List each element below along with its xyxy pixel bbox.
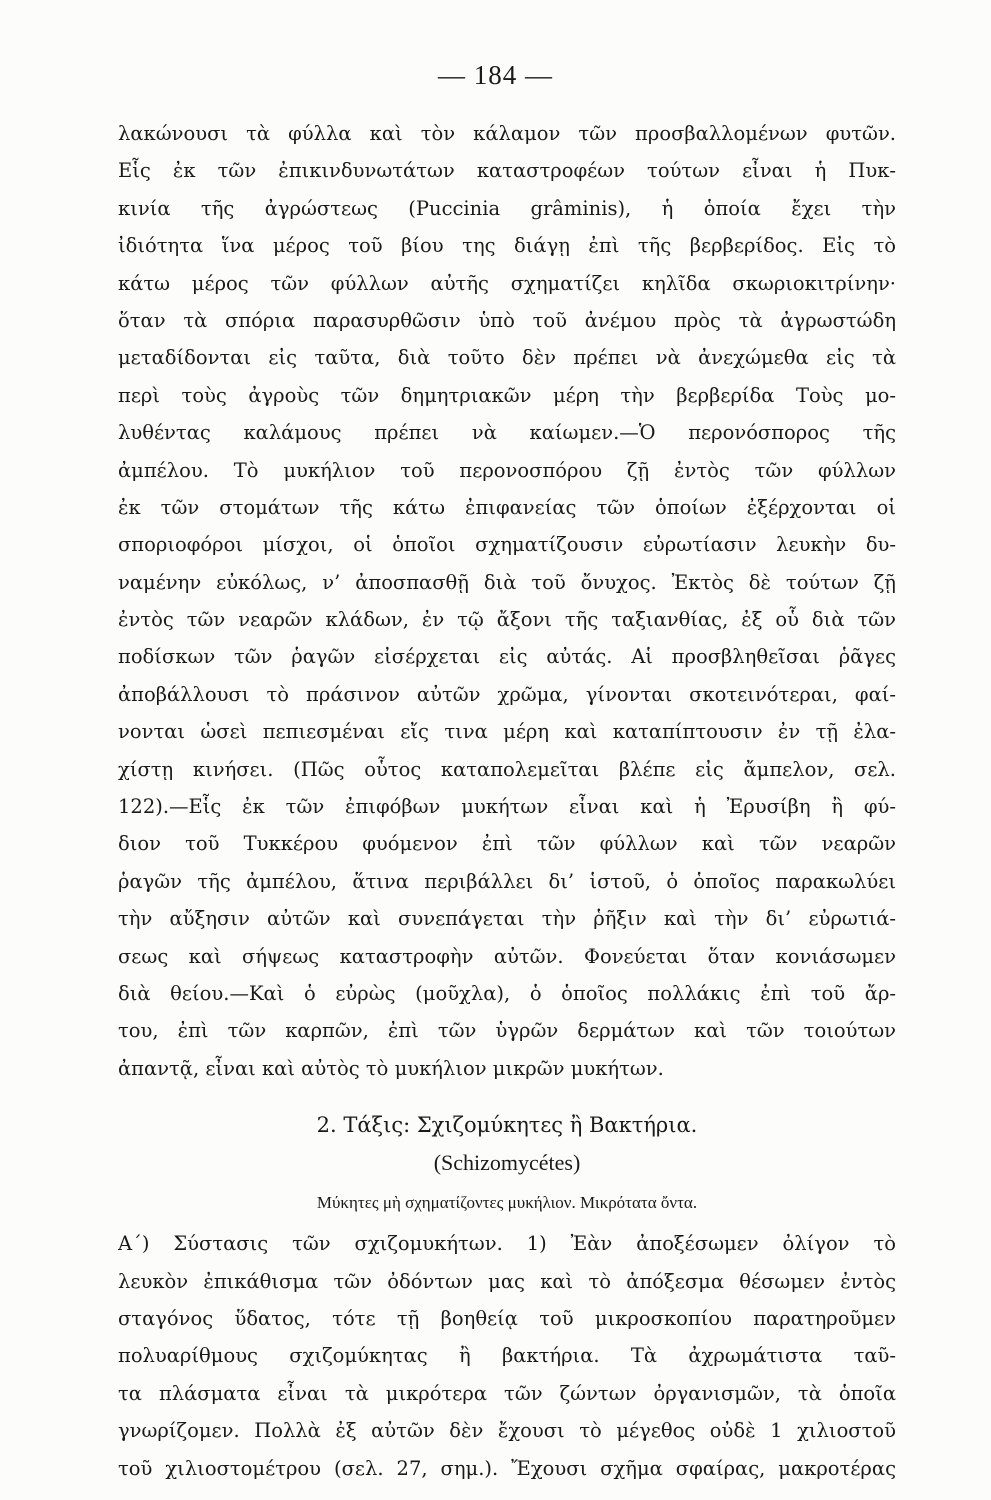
text-line: σεως καὶ σήψεως καταστροφὴν αὐτῶν. Φονεύεται ὅταν κονιάσωμεν [118,944,896,968]
text-line: ἀπαντᾷ, εἶναι καὶ αὐτὸς τὸ μυκήλιον μικρῶν μυκήτων. [118,1056,664,1080]
text-line: περὶ τοὺς ἀγροὺς τῶν δημητριακῶν μέρη τὴν βερβερίδα Τοὺς μο- [118,383,896,407]
section-note: Μύκητες μὴ σχηματίζοντες μυκήλιον. Μικρότατα ὄντα. [316,1193,698,1213]
text-line: γνωρίζομεν. Πολλὰ ἐξ αὐτῶν δὲν ἔχουσι τὸ μέγεθος οὐδὲ 1 χιλιοστοῦ [118,1419,896,1443]
text-line: του, ἐπὶ τῶν καρπῶν, ἐπὶ τῶν ὑγρῶν δερμάτων καὶ τῶν τοιούτων [118,1019,896,1043]
text-line: κάτω μέρος τῶν φύλλων αὐτῆς σχηματίζει κηλῖδα σκωριοκιτρίνην· [118,271,896,295]
body-text [118,115,896,1487]
text-line: σταγόνος ὕδατος, τότε τῇ βοηθείᾳ τοῦ μικροσκοπίου παρατηροῦμεν [118,1306,896,1330]
text-line: ἀποβάλλουσι τὸ πράσινον αὐτῶν χρῶμα, γίνονται σκοτεινότεραι, φαί- [118,682,896,706]
text-line: Α΄) Σύστασις τῶν σχιζομυκήτων. 1) Ἐὰν ἀποξέσωμεν ὀλίγον τὸ [118,1232,896,1256]
text-line: λακώνουσι τὰ φύλλα καὶ τὸν κάλαμον τῶν προσβαλλομένων φυτῶν. [118,122,896,145]
text-line: τοῦ χιλιοστομέτρου (σελ. 27, σημ.). Ἔχουσι σχῆμα σφαίρας, μακροτέρας [118,1456,896,1480]
text-line: ἐκ τῶν στομάτων τῆς κάτω ἐπιφανείας τῶν ὁποίων ἐξέρχονται οἱ [118,495,896,519]
text-line: σποριοφόροι μίσχοι, οἱ ὁποῖοι σχηματίζουσιν εὐρωτίασιν λευκὴν δυ- [118,533,896,557]
text-line: λυθέντας καλάμους πρέπει νὰ καίωμεν.—Ὁ περονόσπορος τῆς [118,421,896,445]
section-latin-name: (Schizomycétes) [433,1150,581,1176]
text-line: τα πλάσματα εἶναι τὰ μικρότερα τῶν ζώντων ὀργανισμῶν, τὰ ὁποῖα [118,1381,896,1405]
text-line: μεταδίδονται εἰς ταῦτα, διὰ τοῦτο δὲν πρέπει νὰ ἀνεχώμεθα εἰς τὰ [118,346,896,370]
text-line: ναμένην εὐκόλως, ν’ ἀποσπασθῇ διὰ τοῦ ὄνυχος. Ἐκτὸς δὲ τούτων ζῇ [118,570,896,594]
text-line: νονται ὡσεὶ πεπιεσμέναι εἴς τινα μέρη καὶ καταπίπτουσιν ἐν τῇ ἐλα- [118,720,896,744]
text-line: ῥαγῶν τῆς ἀμπέλου, ἅτινα περιβάλλει δι’ ἱστοῦ, ὁ ὁποῖος παρακωλύει [118,869,896,893]
text-line: ἰδιότητα ἵνα μέρος τοῦ βίου της διάγῃ ἐπὶ τῆς βερβερίδος. Εἰς τὸ [118,234,896,258]
text-line: τὴν αὔξησιν αὐτῶν καὶ συνεπάγεται τὴν ῥῆξιν καὶ τὴν δι’ εὐρωτιά- [118,907,896,931]
text-line: κινία τῆς ἀγρώστεως (Puccinia grâminis), ἡ ὁποία ἔχει τὴν [118,196,896,220]
text-line: λευκὸν ἐπικάθισμα τῶν ὀδόντων μας καὶ τὸ ἀπόξεσμα θέσωμεν ἐντὸς [118,1269,896,1293]
text-line: πολυαρίθμους σχιζομύκητας ἢ βακτήρια. Τὰ ἀχρωμάτιστα ταῦ- [118,1344,896,1368]
text-line: ποδίσκων τῶν ῥαγῶν εἰσέρχεται εἰς αὐτάς. Αἱ προσβληθεῖσαι ῥᾶγες [118,645,896,669]
text-line: ἀμπέλου. Τὸ μυκήλιον τοῦ περονοσπόρου ζῇ ἐντὸς τῶν φύλλων [118,458,896,482]
text-line: 122).—Εἷς ἐκ τῶν ἐπιφόβων μυκήτων εἶναι καὶ ἡ Ἐρυσίβη ἢ φύ- [118,795,896,819]
text-line: χίστῃ κινήσει. (Πῶς οὗτος καταπολεμεῖται βλέπε εἰς ἄμπελον, σελ. [118,757,896,781]
section-heading: 2. Τάξις: Σχιζομύκητες ἢ Βακτήρια. [316,1113,698,1138]
text-line: ἐντὸς τῶν νεαρῶν κλάδων, ἐν τῷ ἄξονι τῆς ταξιανθίας, ἐξ οὗ διὰ τῶν [118,608,896,632]
text-line: ὅταν τὰ σπόρια παρασυρθῶσιν ὑπὸ τοῦ ἀνέμου πρὸς τὰ ἀγρωστώδη [118,308,896,332]
page-number: — 184 — [438,60,553,90]
text-line: διὰ θείου.—Καὶ ὁ εὐρὼς (μοῦχλα), ὁ ὁποῖος πολλάκις ἐπὶ τοῦ ἄρ- [118,981,896,1005]
text-line: Εἷς ἐκ τῶν ἐπικινδυνωτάτων καταστροφέων τούτων εἶναι ἡ Πυκ- [118,159,896,183]
text-line: διον τοῦ Τυκκέρου φυόμενον ἐπὶ τῶν φύλλων καὶ τῶν νεαρῶν [118,832,896,856]
